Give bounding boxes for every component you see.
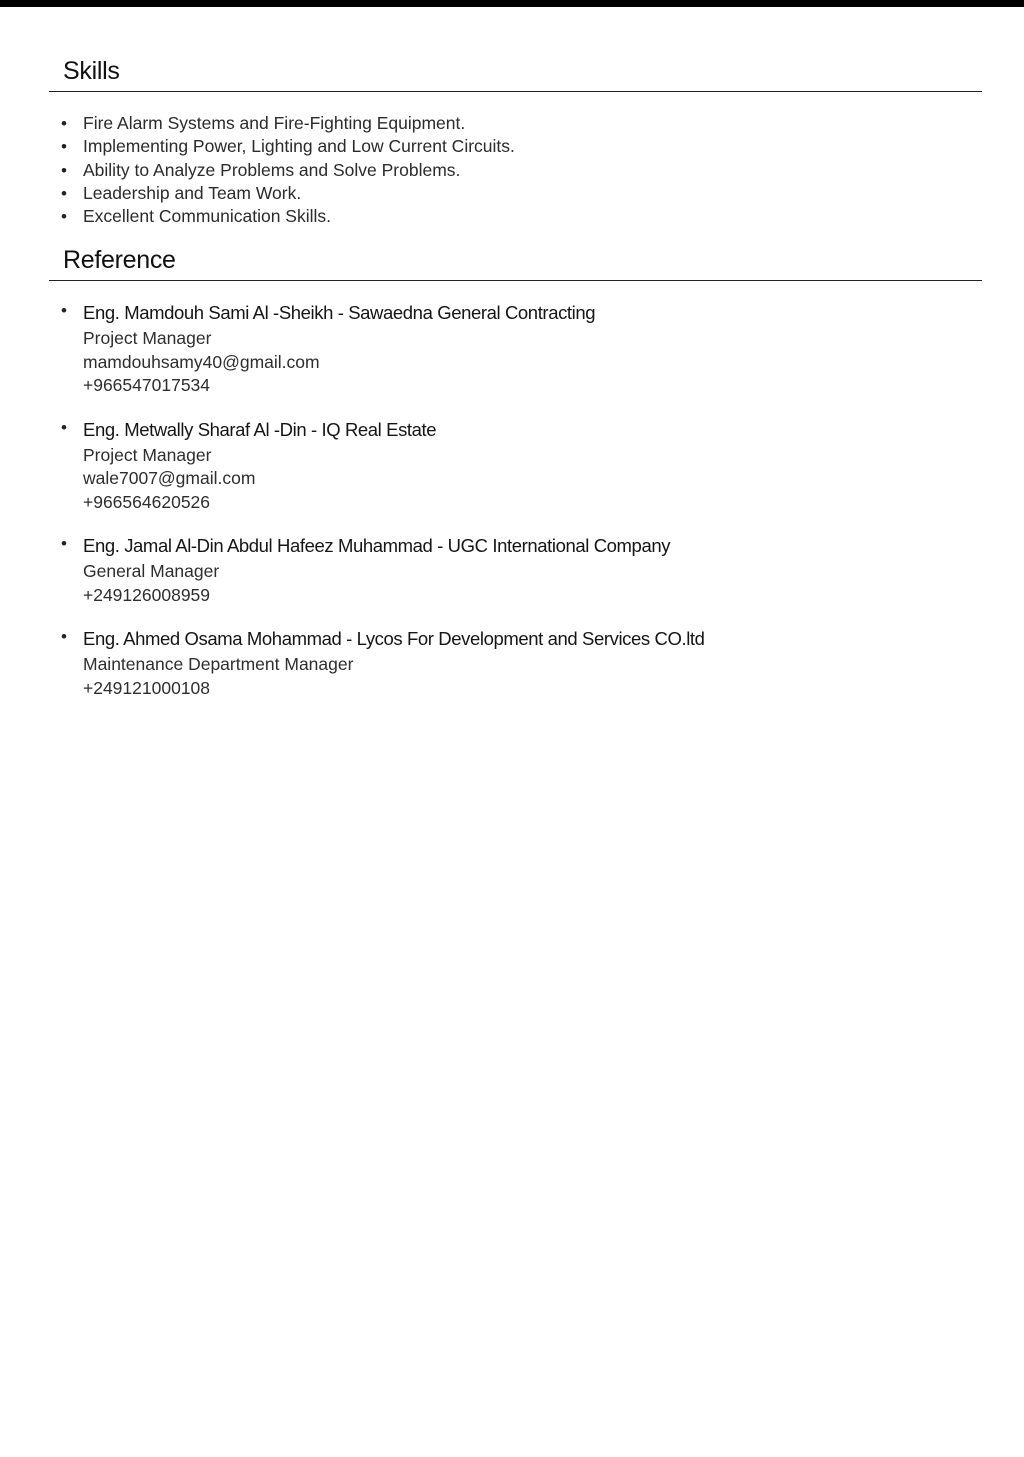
skills-section xyxy=(49,55,982,228)
bullet-icon: • xyxy=(61,534,67,553)
bullet-icon: • xyxy=(61,183,67,203)
reference-phone: +966547017534 xyxy=(83,375,211,395)
skill-item xyxy=(49,182,982,205)
skill-item xyxy=(49,205,982,228)
reference-phone: +249121000108 xyxy=(83,677,211,698)
top-border-bar xyxy=(0,0,1024,7)
skills-heading: Skills xyxy=(63,57,120,85)
bullet-icon: • xyxy=(61,627,67,646)
reference-role: General Manager xyxy=(83,561,220,581)
reference-name: Eng. Mamdouh Sami Al -Sheikh - Sawaedna General Contracting xyxy=(83,302,596,323)
reference-role: Project Manager xyxy=(83,328,212,348)
reference-phone: +249126008959 xyxy=(83,584,211,605)
skill-text: Ability to Analyze Problems and Solve Problems. xyxy=(83,159,461,180)
bullet-icon: • xyxy=(61,160,67,180)
reference-list xyxy=(49,301,982,700)
bullet-icon: • xyxy=(61,207,67,227)
reference-item xyxy=(49,418,982,515)
reference-email: mamdouhsamy40@gmail.com xyxy=(83,351,320,372)
skill-item xyxy=(49,135,982,158)
skill-text: Implementing Power, Lighting and Low Current Circuits. xyxy=(83,136,515,157)
reference-divider xyxy=(49,280,982,281)
reference-role: Maintenance Department Manager xyxy=(83,654,354,674)
reference-phone: +966564620526 xyxy=(83,491,211,512)
reference-name: Eng. Jamal Al-Din Abdul Hafeez Muhammad - UGC International Company xyxy=(83,535,671,556)
skill-text: Excellent Communication Skills. xyxy=(83,206,332,227)
reference-name: Eng. Metwally Sharaf Al -Din - IQ Real Estate xyxy=(83,418,437,440)
reference-email: wale7007@gmail.com xyxy=(83,468,256,488)
reference-item xyxy=(49,301,982,398)
skill-text: Fire Alarm Systems and Fire-Fighting Equipment. xyxy=(83,113,466,133)
skill-item xyxy=(49,112,982,135)
reference-role: Project Manager xyxy=(83,444,212,465)
reference-name: Eng. Ahmed Osama Mohammad - Lycos For Development and Services CO.ltd xyxy=(83,628,705,649)
reference-section xyxy=(49,244,982,720)
bullet-icon: • xyxy=(61,417,67,437)
bullet-icon: • xyxy=(61,114,67,133)
skill-item xyxy=(49,159,982,182)
skills-list xyxy=(49,112,982,228)
skill-text: Leadership and Team Work. xyxy=(83,182,302,203)
reference-item xyxy=(49,627,982,700)
bullet-icon: • xyxy=(61,301,67,320)
bullet-icon: • xyxy=(61,137,67,157)
reference-item xyxy=(49,534,982,607)
reference-heading: Reference xyxy=(63,246,176,274)
skills-divider xyxy=(49,91,982,92)
